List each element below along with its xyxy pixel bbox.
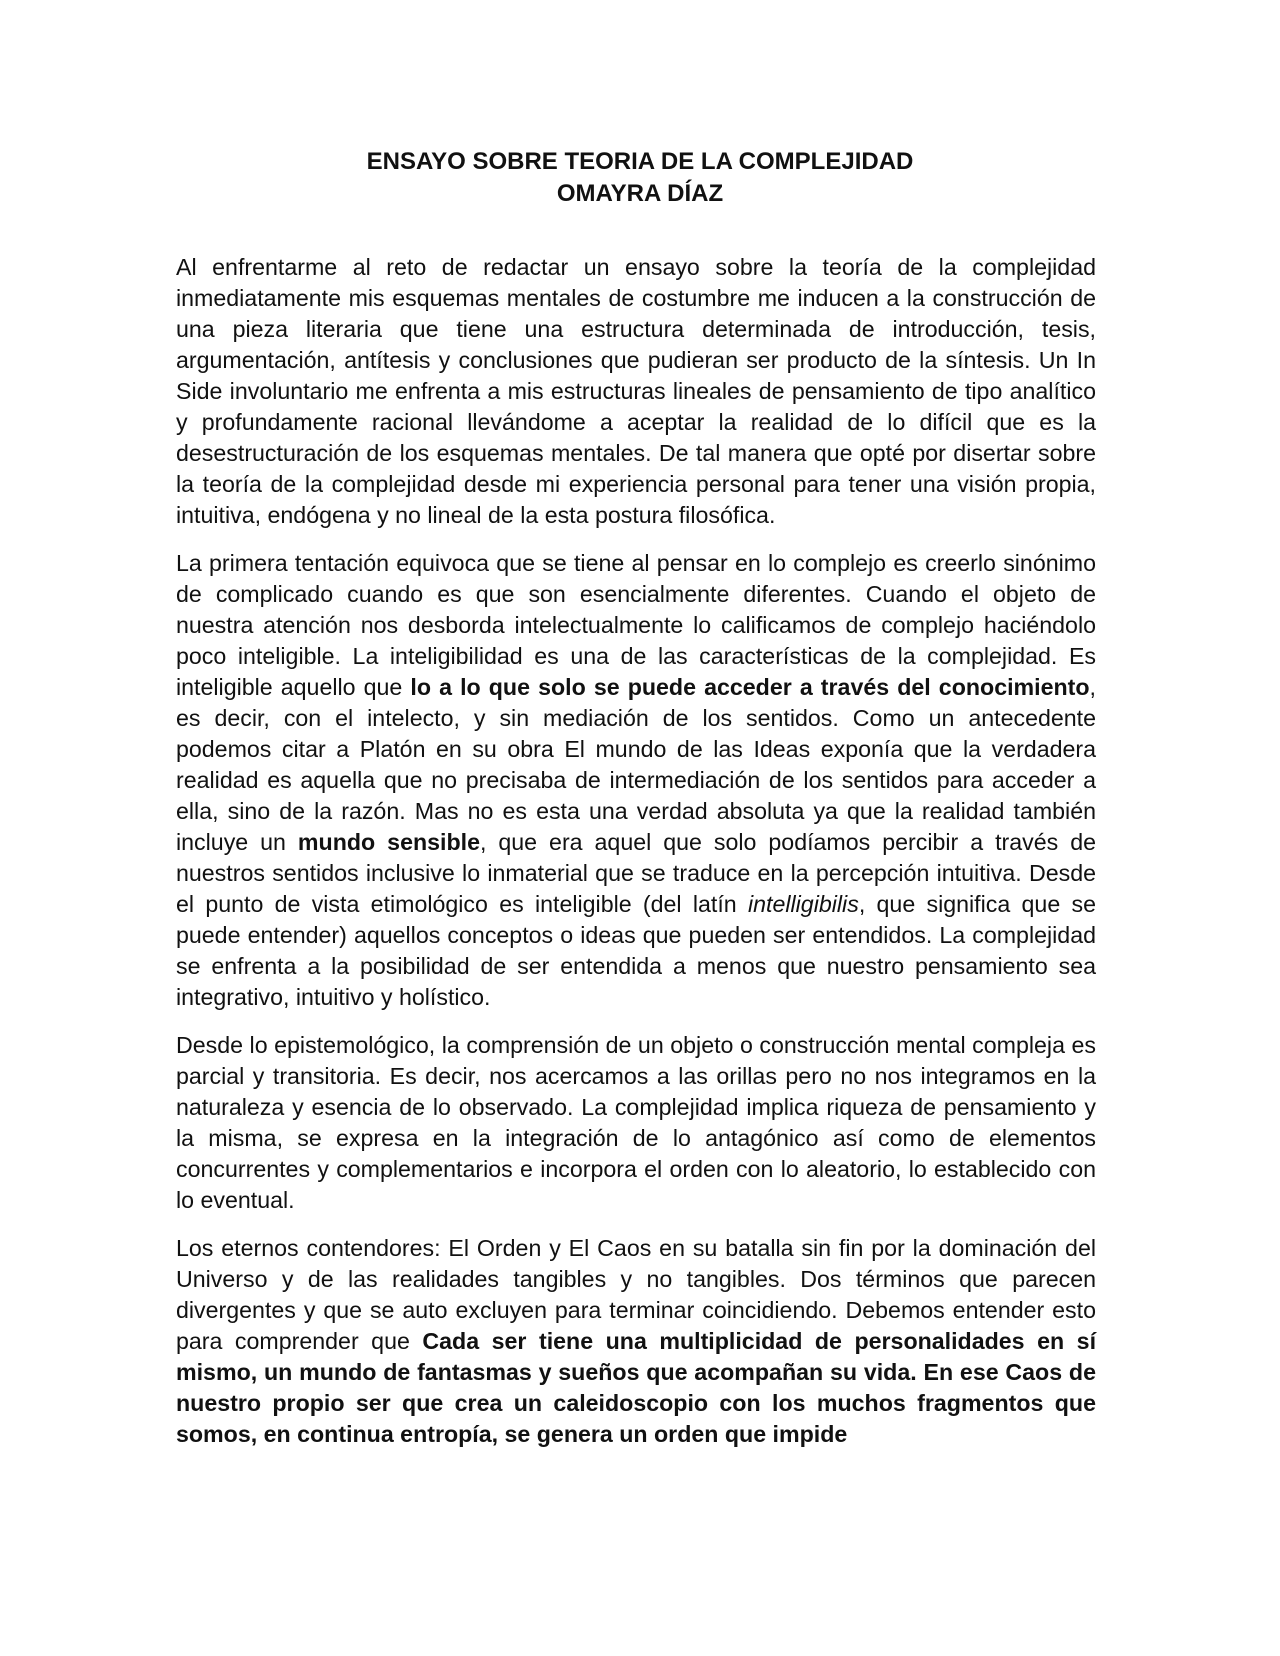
bold-text-segment: lo a lo que solo se puede acceder a través del conocimiento — [410, 674, 1090, 700]
text-segment: , es decir, con el intelecto, y sin mediación de los sentidos. Como un antecedente podemos citar a Platón en su obra El mundo de las Ideas exponía que la verdadera realidad es aquella que no precisaba de intermediación de los sentidos para acceder a ella, sino de la razón. Mas no es esta una verdad absoluta ya que la realidad también incluye un — [176, 674, 1096, 855]
document-title — [0, 146, 1280, 210]
text-segment: Desde lo epistemológico, la comprensión de un objeto o construcción mental compleja es parcial y transitoria. Es decir, nos acercamos a las orillas pero no nos integramos en la naturaleza y esencia de lo observado. La complejidad implica riqueza de pensamiento y la misma, se expresa en la integración de lo antagónico así como de elementos concurrentes y complementarios e incorpora el orden con lo aleatorio, lo establecido con lo eventual. — [176, 1032, 1096, 1213]
text-segment: La primera tentación equivoca que se tiene al pensar en lo complejo es creerlo sinónimo de complicado cuando es que son esencialmente diferentes. Cuando el objeto de nuestra atención nos desborda intelectualmente lo calificamos de complejo haciéndolo poco inteligible. La inteligibilidad es una de las características de la complejidad. Es inteligible aquello que — [176, 550, 1096, 700]
document-body — [176, 252, 1096, 1450]
paragraph — [176, 548, 1096, 1013]
text-segment: Al enfrentarme al reto de redactar un ensayo sobre la teoría de la complejidad inmediatamente mis esquemas mentales de costumbre me inducen a la construcción de una pieza literaria que tiene una estructura determinada de introducción, tesis, argumentación, antítesis y conclusiones que pudieran ser producto de la síntesis. Un In Side involuntario me enfrenta a mis estructuras lineales de pensamiento de tipo analítico y profundamente racional llevándome a aceptar la realidad de lo difícil que es la desestructuración de los esquemas mentales. De tal manera que opté por disertar sobre la teoría de la complejidad desde mi experiencia personal para tener una visión propia, intuitiva, endógena y no lineal de la esta postura filosófica. — [176, 254, 1096, 528]
title-line-main: ENSAYO SOBRE TEORIA DE LA COMPLEJIDAD — [366, 148, 914, 175]
paragraph — [176, 1233, 1096, 1450]
text-segment: Los eternos contendores: El Orden y El Caos en su batalla sin fin por la dominación del Universo y de las realidades tangibles y no tangibles. Dos términos que parecen divergentes y que se auto excluyen para terminar coincidiendo. Debemos entender esto para comprender que — [176, 1235, 1096, 1354]
text-segment: , que era aquel que solo podíamos percibir a través de nuestros sentidos inclusive lo inmaterial que se traduce en la percepción intuitiva. Desde el punto de vista etimológico es inteligible (del latín — [176, 829, 1096, 917]
title-line-author: OMAYRA DÍAZ — [556, 180, 724, 207]
bold-text-segment: Cada ser tiene una multiplicidad de personalidades en sí mismo, un mundo de fantasmas y sueños que acompañan su vida. En ese Caos de nuestro propio ser que crea un caleidoscopio con los muchos fragmentos que somos, en continua entropía, se genera un orden que impide — [176, 1328, 1097, 1447]
paragraph — [176, 252, 1096, 531]
bold-text-segment: mundo sensible — [297, 829, 480, 855]
italic-text-segment: intelligibilis — [747, 891, 859, 917]
text-segment: , que significa que se puede entender) aquellos conceptos o ideas que pueden ser entendidos. La complejidad se enfrenta a la posibilidad de ser entendida a menos que nuestro pensamiento sea integrativo, intuitivo y holístico. — [176, 891, 1096, 1010]
paragraph — [176, 1030, 1096, 1216]
